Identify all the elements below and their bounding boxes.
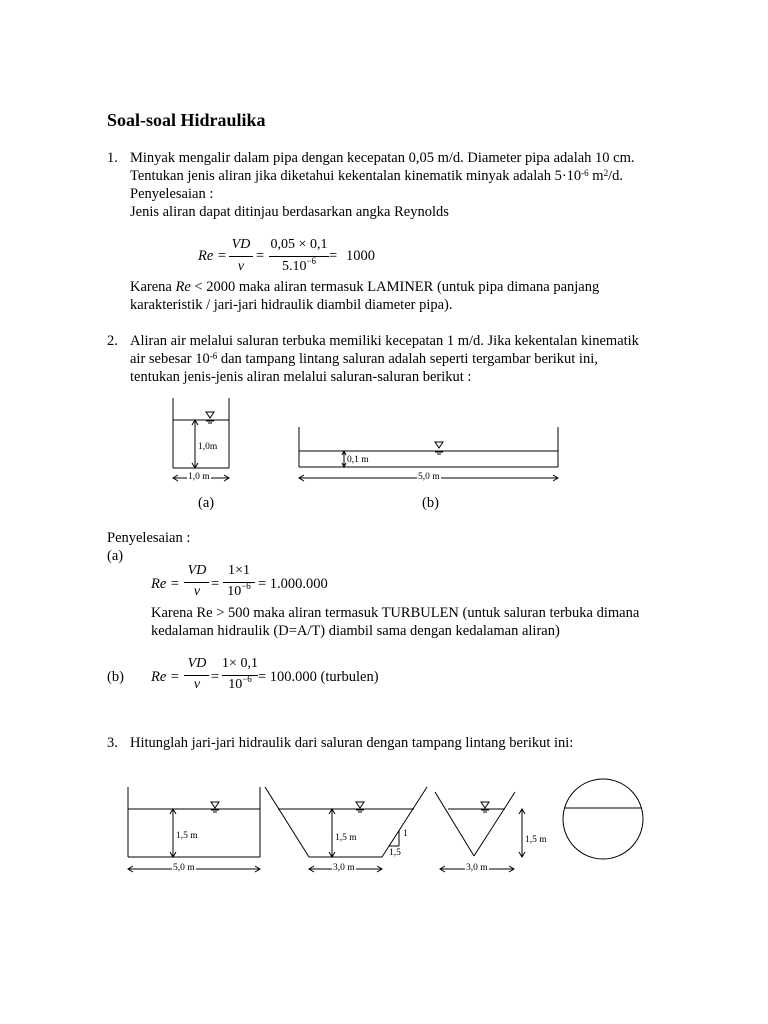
eq-den2: $10^{-6}$ xyxy=(227,581,251,599)
fig-a-depth-label: 1,0m xyxy=(198,442,218,452)
eq-equals2: = xyxy=(329,248,338,264)
q2-solution-a-line2: kedalaman hidraulik (D=A/T) diambil sama dengan kedalaman aliran) xyxy=(151,623,560,639)
eq-fraction-bar xyxy=(222,675,258,676)
q1-line2: Tentukan jenis aliran jika diketahui kekentalan kinematik minyak adalah $5\cdot 10^{-6}$ $m^2/d$. xyxy=(130,168,623,184)
eq-num2: 1×1 xyxy=(228,563,250,578)
q2-solution-title: Penyelesaian : xyxy=(107,530,191,546)
eq-num2: 0,05 × 0,1 xyxy=(270,237,328,252)
fig3-3-depth-label: 1,5 m xyxy=(525,835,547,845)
eq-den1: ν xyxy=(193,584,201,599)
page-title: Soal-soal Hidraulika xyxy=(107,110,266,130)
q2-number: 2. xyxy=(107,333,118,349)
figure-3-triangular-channel xyxy=(432,782,557,882)
q1-line4: Jenis aliran dapat ditinjau berdasarkan angka Reynolds xyxy=(130,204,449,220)
q2-solution-a-line1: Karena Re > 500 maka aliran termasuk TURBULEN (untuk saluran terbuka dimana xyxy=(151,605,640,621)
eq-equals1: = xyxy=(211,669,220,685)
fig-b-caption: (b) xyxy=(422,495,439,511)
eq-lhs: Re = xyxy=(151,576,180,592)
eq-fraction-bar xyxy=(269,256,329,257)
eq-result: 1000 xyxy=(346,248,375,264)
q3-line1: Hitunglah jari-jari hidraulik dari saluran dengan tampang lintang berikut ini: xyxy=(130,735,574,751)
eq-num2: 1× 0,1 xyxy=(222,656,258,671)
eq-equals1: = xyxy=(256,248,265,264)
eq-equals1: = xyxy=(211,576,220,592)
q1-number: 1. xyxy=(107,150,118,166)
eq-lhs: Re = xyxy=(151,669,180,685)
q2-line2: air sebesar $10^{-6}$ dan tampang lintang saluran adalah seperti tergambar berikut ini, xyxy=(130,351,598,367)
eq-den2: $10^{-6}$ xyxy=(228,674,252,692)
q2-line3: tentukan jenis-jenis aliran melalui saluran-saluran berikut : xyxy=(130,369,472,385)
fig-a-width-label: 1,0 m xyxy=(188,472,210,482)
eq-fraction-bar xyxy=(229,256,253,257)
eq-num1: VD xyxy=(231,237,251,252)
eq-result: = 1.000.000 xyxy=(258,576,328,592)
q3-number: 3. xyxy=(107,735,118,751)
fig3-2-depth-label: 1,5 m xyxy=(335,833,357,843)
eq-den1: ν xyxy=(237,259,245,274)
q2-line1: Aliran air melalui saluran terbuka memiliki kecepatan 1 m/d. Jika kekentalan kinematik xyxy=(130,333,639,349)
q1-line3: Penyelesaian : xyxy=(130,186,214,202)
q2-solution-b-label: (b) xyxy=(107,669,124,685)
q1-line1: Minyak mengalir dalam pipa dengan kecepatan 0,05 m/d. Diameter pipa adalah 10 cm. xyxy=(130,150,635,166)
fig3-2-slope-vertical: 1 xyxy=(403,829,408,839)
fig3-1-depth-label: 1,5 m xyxy=(176,831,198,841)
eq-result: = 100.000 (turbulen) xyxy=(258,669,379,685)
fig-b-width-label: 5,0 m xyxy=(418,472,440,482)
fig-a-caption: (a) xyxy=(198,495,215,511)
fig3-3-width-label: 3,0 m xyxy=(466,863,488,873)
fig3-2-slope-horizontal: 1,5 xyxy=(389,848,401,858)
q2-solution-a-label: (a) xyxy=(107,548,124,564)
eq-num1: VD xyxy=(187,563,207,578)
figure-3-circular-channel xyxy=(560,776,650,866)
eq-lhs: Re = xyxy=(198,248,227,264)
fig3-1-width-label: 5,0 m xyxy=(173,863,195,873)
eq-num1: VD xyxy=(187,656,207,671)
eq-den2: $5.10^{-6}$ xyxy=(281,256,317,274)
eq-fraction-bar xyxy=(184,675,209,676)
eq-den1: ν xyxy=(193,677,201,692)
fig3-2-width-label: 3,0 m xyxy=(333,863,355,873)
q1-line6: karakteristik / jari-jari hidraulik diambil diameter pipa). xyxy=(130,297,453,313)
q1-line5: Karena Re < 2000 maka aliran termasuk LAMINER (untuk pipa dimana panjang xyxy=(130,279,600,295)
fig-b-depth-label: 0,1 m xyxy=(347,455,369,465)
eq-fraction-bar xyxy=(184,582,209,583)
